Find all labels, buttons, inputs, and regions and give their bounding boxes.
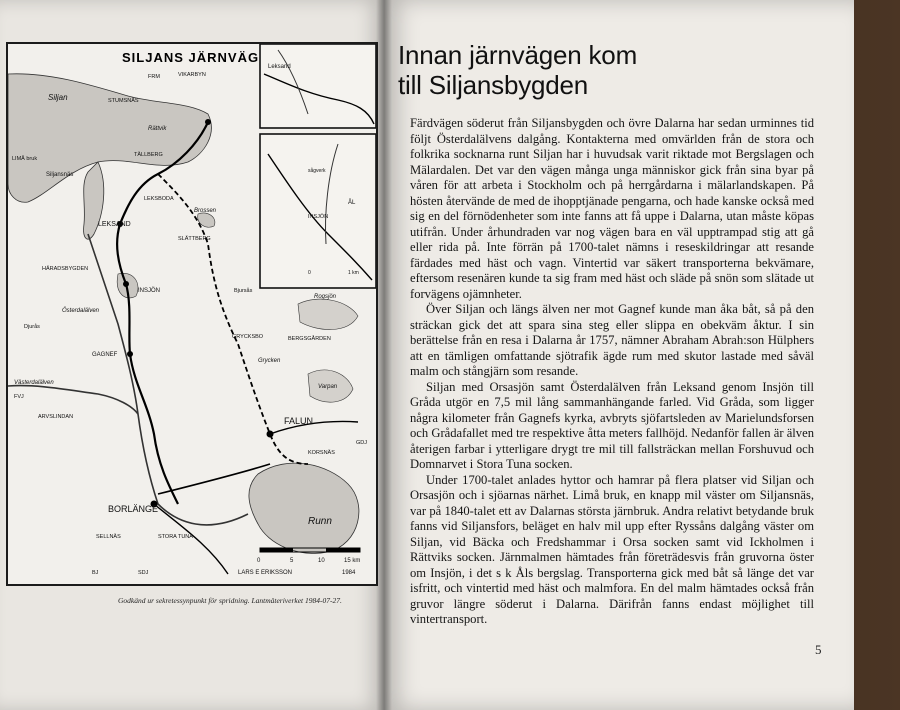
- label-gryckssbo: GRYCKSBO: [232, 334, 264, 340]
- scale-15km: 15 km: [344, 558, 361, 564]
- scale-0: 0: [257, 558, 261, 564]
- paragraph-4: Under 1700-talet anlades hyttor och hamrar på flera platser vid Siljan och Orsasjön och i sjöarnas närhet. Limå bruk, en knapp mil väster om Siljansnäs, var på 1840-talet ett av Dalarnas största järnbruk. Andra relativt betydande bruk fanns vid Siljansfors, beläget en halv mil upp efter Ryssåns dalgång väster om Siljan, vid Bäcka och Fredshammar i Orsa socken samt vid Ickholmen i Rättviks socken. Järnmalmen hämtades från företrädesvis från gruvorna öster om Insjön, i det s k Åls bergslag. Transporterna gick med båt så länge det var isfritt, och vintertid med häst och malmfora. En del malm hämtades också från gruvor längre söderut i Dalarna. Därifrån fanns endast möjlighet till vintertransport.: [410, 472, 814, 626]
- label-vasterdalalven: Västerdalälven: [14, 380, 54, 386]
- label-varpan: Varpan: [318, 384, 338, 390]
- scale-5: 5: [290, 558, 294, 564]
- label-stumsnas: STUMSNÄS: [108, 98, 139, 104]
- label-siljansnas: Siljansnäs: [46, 172, 74, 178]
- label-falun: FALUN: [284, 416, 314, 426]
- label-gagnef: GAGNEF: [92, 352, 118, 358]
- label-runn: Runn: [308, 516, 332, 527]
- label-fvj: FVJ: [14, 394, 24, 400]
- article-body: [410, 116, 814, 628]
- map-year: 1984: [342, 570, 356, 576]
- river-vasterdalalven: [8, 386, 138, 414]
- lake-runn: [249, 463, 359, 553]
- label-vikarbyn: VIKARBYN: [178, 72, 206, 78]
- railway-line: [117, 122, 208, 504]
- label-tallberg: TÄLLBERG: [134, 152, 163, 158]
- inset-label-leksand: Leksand: [268, 64, 291, 70]
- map-svg: [8, 44, 376, 584]
- label-grycken: Grycken: [258, 358, 281, 364]
- inset-scale-1km: 1 km: [348, 270, 359, 276]
- label-borlange: BORLÄNGE: [108, 504, 159, 514]
- label-gdj: GDJ: [356, 440, 367, 446]
- heading-line-2: till Siljansbygden: [398, 70, 589, 100]
- label-djuras: Djurås: [24, 324, 40, 330]
- label-leksand: LEKSAND: [98, 221, 131, 228]
- label-arvslindan: ARVSLINDAN: [38, 414, 74, 420]
- label-rogsjon: Rogsjön: [314, 294, 337, 300]
- left-page: [0, 0, 384, 710]
- inset-label-insjon: INSJÖN: [308, 214, 329, 220]
- label-frm: FRM: [148, 74, 160, 80]
- railway-map: [6, 42, 378, 586]
- inset-label-sagverk: sågverk: [308, 168, 326, 174]
- station-falun: [267, 431, 274, 438]
- label-sellnas: SELLNÄS: [96, 534, 121, 540]
- label-limabruk: LIMÅ bruk: [12, 156, 38, 162]
- lake-rogsjon: [298, 299, 358, 329]
- lake-siljan: [8, 74, 211, 202]
- paragraph-1: Färdvägen söderut från Siljansbygden och övre Dalarna har sedan urminnes tid följt Österdalälvens dalgång. Kontakterna med omvärlden från de stora och folkrika socknarna runt Siljan har i huvudsak varit riktade mot Bergslagen och Mälardalen. Det var den vägen många unga människor gick från sina byar på våren för att arbeta i Stockholm och på herrgårdarna i mälarlandskapen. På hösten återvände de med de ihopptjänade pengarna, och hade kanske också med sig en del förnödenheter som inte fanns att få uppe i Dalarna, utan måste köpas utifrån. Under århundraden var nog vägen bara en väl upptrampad stig att gå eller rida på. Inte förrän på 1700-talet nämns i reseskildringar att resande färdades med häst och vagn. Vintertid var säkert transporterna bekvämare, eftersom resenären kunde ta sig fram med häst och släde på snön som slätade ut forvägens ojämnheter.: [410, 116, 814, 301]
- book-spine: [376, 0, 392, 710]
- inset-leksand-frame: [260, 44, 376, 128]
- article-heading: [398, 40, 637, 100]
- station-insjon: [123, 281, 129, 287]
- label-stora-tuna: STORA TUNA: [158, 534, 193, 540]
- label-leksboda: LEKSBODA: [144, 196, 174, 202]
- label-bj: BJ: [92, 570, 99, 576]
- station-gagnef: [127, 351, 133, 357]
- label-bjursas: Bjursås: [234, 288, 253, 294]
- label-siljan: Siljan: [48, 93, 68, 102]
- label-bergsgarden: BERGSGÅRDEN: [288, 336, 331, 342]
- page-number: 5: [815, 642, 822, 657]
- heading-line-1: Innan järnvägen kom: [398, 40, 638, 70]
- label-insjon: INSJÖN: [138, 288, 161, 294]
- scale-10: 10: [318, 558, 325, 564]
- paragraph-3: Siljan med Orsasjön samt Österdalälven från Leksand genom Insjön till Gråda utgör en 7,5 mil lång sammanhängande farled. Vid Gråda, som ligger några kilometer från Gagnefs kyrka, avbryts sjöfartsleden av Marielundsforsen och Grådafallet med tre respektive åtta meters fallhöjd. Nedanför fallen är älven återigen farbar i ytterligare drygt tre mil till fallsträckan mellan Forshuvud och Domnarvet i Stora Tuna socken.: [410, 379, 814, 471]
- label-slattberg: SLÄTTBERG: [178, 236, 211, 242]
- map-credit: LARS E ERIKSSON: [238, 570, 293, 576]
- label-rattvik: Rättvik: [148, 126, 167, 132]
- paragraph-2: Över Siljan och längs älven ner mot Gagnef kunde man åka båt, så på den sträckan gick det att spara sina steg eller slippa en obekväm åktur. I sin berättelse från en resa i Dalarna år 1757, nämner Abraham Abrah:son Hülphers att en tämligen omfattande sjötrafik ägde rum med skutor lastade med såväl malm och stångjärn som resande.: [410, 302, 814, 378]
- station-rattvik: [205, 119, 211, 125]
- label-haradsbygden: HÄRADSBYGDEN: [42, 266, 89, 272]
- map-caption: Godkänd ur sekretessynpunkt för spridning. Lantmäteriverket 1984-07-27.: [118, 596, 342, 605]
- inset-label-al: ÅL: [348, 200, 356, 206]
- label-sdj: SDJ: [138, 570, 149, 576]
- inset-scale-0: 0: [308, 270, 311, 276]
- map-title: SILJANS JÄRNVÄG: [122, 50, 260, 65]
- label-osterdalalven: Österdalälven: [62, 308, 100, 314]
- label-brossen: Brossen: [194, 208, 217, 214]
- label-korsnas: KORSNÄS: [308, 450, 335, 456]
